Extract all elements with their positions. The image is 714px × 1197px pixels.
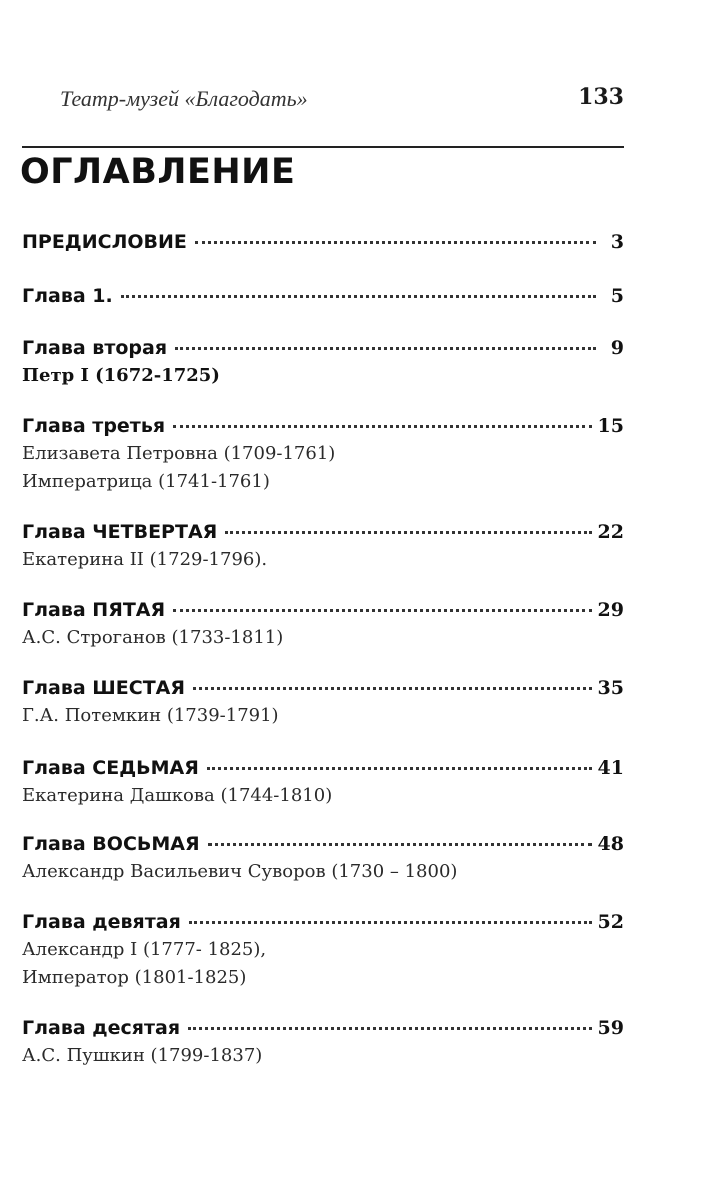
toc-entry-label: Глава вторая [22, 337, 168, 359]
toc-entry-label: Глава 1. [22, 285, 113, 307]
toc-entry-page: 9 [610, 337, 624, 359]
toc-entry-chapter-3[interactable] [22, 412, 624, 496]
running-title: Театр-музей «Благодать» [60, 86, 308, 111]
page-number: 133 [578, 84, 624, 110]
toc-entry-chapter-4[interactable] [22, 518, 624, 574]
toc-entry-subtitle: Екатерина Дашкова (1744-1810) [22, 785, 333, 806]
dot-leader [207, 767, 592, 770]
dot-leader [188, 1027, 592, 1030]
toc-entry-subtitle: Екатерина II (1729-1796). [22, 549, 268, 570]
toc-title: ОГЛАВЛЕНИЕ [20, 152, 296, 192]
toc-entry-page: 35 [597, 677, 624, 699]
toc-entry-chapter-2[interactable] [22, 334, 624, 390]
toc-entry-label: Глава ПЯТАЯ [22, 599, 166, 621]
toc-entry-label: Глава девятая [22, 911, 181, 933]
toc-entry-page: 5 [610, 285, 624, 307]
toc-entry-subtitle: Александр Васильевич Суворов (1730 – 1800) [22, 861, 458, 882]
toc-entry-subtitle: А.С. Пушкин (1799-1837) [22, 1045, 263, 1066]
toc-entry-label: ПРЕДИСЛОВИЕ [22, 231, 187, 253]
toc-entry-subtitle: Елизавета Петровна (1709-1761) [22, 443, 336, 464]
toc-entry-chapter-10[interactable] [22, 1014, 624, 1070]
toc-entry-page: 59 [597, 1017, 624, 1039]
toc-entry-preface[interactable] [22, 228, 624, 256]
toc-entry-label: Глава ШЕСТАЯ [22, 677, 185, 699]
toc-entry-subtitle: Император (1801-1825) [22, 967, 247, 988]
toc-entry-chapter-5[interactable] [22, 596, 624, 652]
toc-entry-page: 3 [610, 231, 624, 253]
toc-entry-chapter-6[interactable] [22, 674, 624, 730]
toc-entry-label: Глава ВОСЬМАЯ [22, 833, 200, 855]
toc-entry-page: 52 [597, 911, 624, 933]
toc-entry-label: Глава ЧЕТВЕРТАЯ [22, 521, 218, 543]
dot-leader [175, 347, 596, 350]
toc-entry-page: 41 [597, 757, 624, 779]
dot-leader [193, 687, 592, 690]
toc-entry-label: Глава десятая [22, 1017, 181, 1039]
toc-entry-subtitle: Александр I (1777- 1825), [22, 939, 267, 960]
dot-leader [225, 531, 591, 534]
running-head [60, 86, 624, 116]
toc-entry-label: Глава третья [22, 415, 166, 437]
toc-entry-page: 29 [597, 599, 624, 621]
dot-leader [173, 425, 592, 428]
dot-leader [173, 609, 591, 612]
toc-entry-chapter-1[interactable] [22, 282, 624, 310]
dot-leader [121, 295, 596, 298]
toc-entry-chapter-7[interactable] [22, 754, 624, 810]
toc-entry-page: 15 [597, 415, 624, 437]
toc-entry-label: Глава СЕДЬМАЯ [22, 757, 199, 779]
toc-entry-page: 22 [597, 521, 624, 543]
dot-leader [189, 921, 592, 924]
toc-entry-subtitle: Г.А. Потемкин (1739-1791) [22, 705, 279, 726]
toc-entry-subtitle: Петр I (1672-1725) [22, 365, 220, 386]
toc-entry-page: 48 [597, 833, 624, 855]
toc-entry-chapter-8[interactable] [22, 830, 624, 886]
toc-entry-subtitle: А.С. Строганов (1733-1811) [22, 627, 284, 648]
toc-entry-subtitle: Императрица (1741-1761) [22, 471, 270, 492]
dot-leader [195, 241, 596, 244]
header-rule [22, 146, 624, 148]
toc-entry-chapter-9[interactable] [22, 908, 624, 992]
dot-leader [208, 843, 592, 846]
